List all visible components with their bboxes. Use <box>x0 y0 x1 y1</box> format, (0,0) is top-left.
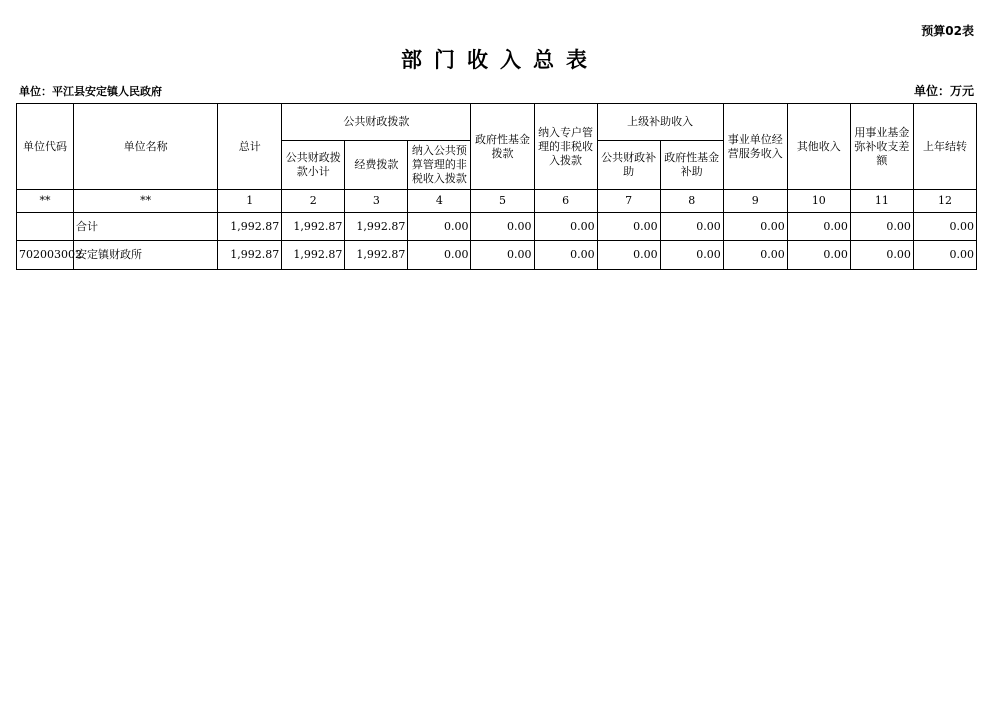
value-cell: 1,992.87 <box>218 241 282 270</box>
page-title: 部门收入总表 <box>401 48 599 72</box>
value-cell: 0.00 <box>913 213 976 241</box>
index-cell: ** <box>17 190 74 213</box>
value-cell: 0.00 <box>660 213 723 241</box>
header-prior-year: 上年结转 <box>913 104 976 190</box>
value-cell: 0.00 <box>597 213 660 241</box>
value-cell: 0.00 <box>787 213 850 241</box>
row-code: 702003002 <box>17 241 74 270</box>
value-cell: 1,992.87 <box>282 241 345 270</box>
row-name: 合计 <box>74 213 218 241</box>
header-business-income: 事业单位经营服务收入 <box>723 104 787 190</box>
index-cell: 7 <box>597 190 660 213</box>
value-cell: 0.00 <box>723 241 787 270</box>
index-cell: 10 <box>787 190 850 213</box>
index-cell: 5 <box>471 190 534 213</box>
row-name: 安定镇财政所 <box>74 241 218 270</box>
reporting-unit: 单位：平江县安定镇人民政府 <box>19 85 162 98</box>
index-cell: 12 <box>913 190 976 213</box>
value-cell: 0.00 <box>534 213 597 241</box>
index-cell: 9 <box>723 190 787 213</box>
value-cell: 0.00 <box>408 241 471 270</box>
index-cell: ** <box>74 190 218 213</box>
header-unit-name: 单位名称 <box>74 104 218 190</box>
header-public-finance: 公共财政拨款 <box>282 104 471 141</box>
header-nontax-budget: 纳入公共预算管理的非税收入拨款 <box>408 141 471 190</box>
header-public-finance-subtotal: 公共财政拨款小计 <box>282 141 345 190</box>
header-unit-code: 单位代码 <box>17 104 74 190</box>
value-cell: 0.00 <box>660 241 723 270</box>
index-row <box>17 190 977 213</box>
table-row <box>17 241 977 270</box>
index-cell: 2 <box>282 190 345 213</box>
value-cell: 1,992.87 <box>218 213 282 241</box>
index-cell: 8 <box>660 190 723 213</box>
index-cell: 4 <box>408 190 471 213</box>
header-fund-balance: 用事业基金弥补收支差额 <box>850 104 913 190</box>
value-cell: 1,992.87 <box>345 241 408 270</box>
value-cell: 0.00 <box>723 213 787 241</box>
index-cell: 11 <box>850 190 913 213</box>
index-cell: 3 <box>345 190 408 213</box>
index-cell: 6 <box>534 190 597 213</box>
value-cell: 0.00 <box>850 213 913 241</box>
value-cell: 0.00 <box>597 241 660 270</box>
table-row-total <box>17 213 977 241</box>
value-cell: 0.00 <box>471 213 534 241</box>
value-cell: 0.00 <box>850 241 913 270</box>
value-cell: 1,992.87 <box>345 213 408 241</box>
header-operating-funds: 经费拨款 <box>345 141 408 190</box>
form-code: 预算02表 <box>921 24 974 38</box>
value-cell: 0.00 <box>408 213 471 241</box>
value-cell: 0.00 <box>787 241 850 270</box>
header-gov-fund-subsidy: 政府性基金补助 <box>660 141 723 190</box>
header-superior-subsidy: 上级补助收入 <box>597 104 723 141</box>
value-cell: 0.00 <box>534 241 597 270</box>
header-special-nontax: 纳入专户管理的非税收入拨款 <box>534 104 597 190</box>
header-gov-fund: 政府性基金拨款 <box>471 104 534 190</box>
value-cell: 1,992.87 <box>282 213 345 241</box>
value-cell: 0.00 <box>471 241 534 270</box>
row-code <box>17 213 74 241</box>
income-summary-table <box>16 103 977 270</box>
header-public-finance-subsidy: 公共财政补助 <box>597 141 660 190</box>
currency-unit: 单位：万元 <box>913 84 974 98</box>
header-total: 总计 <box>218 104 282 190</box>
value-cell: 0.00 <box>913 241 976 270</box>
header-other-income: 其他收入 <box>787 104 850 190</box>
index-cell: 1 <box>218 190 282 213</box>
